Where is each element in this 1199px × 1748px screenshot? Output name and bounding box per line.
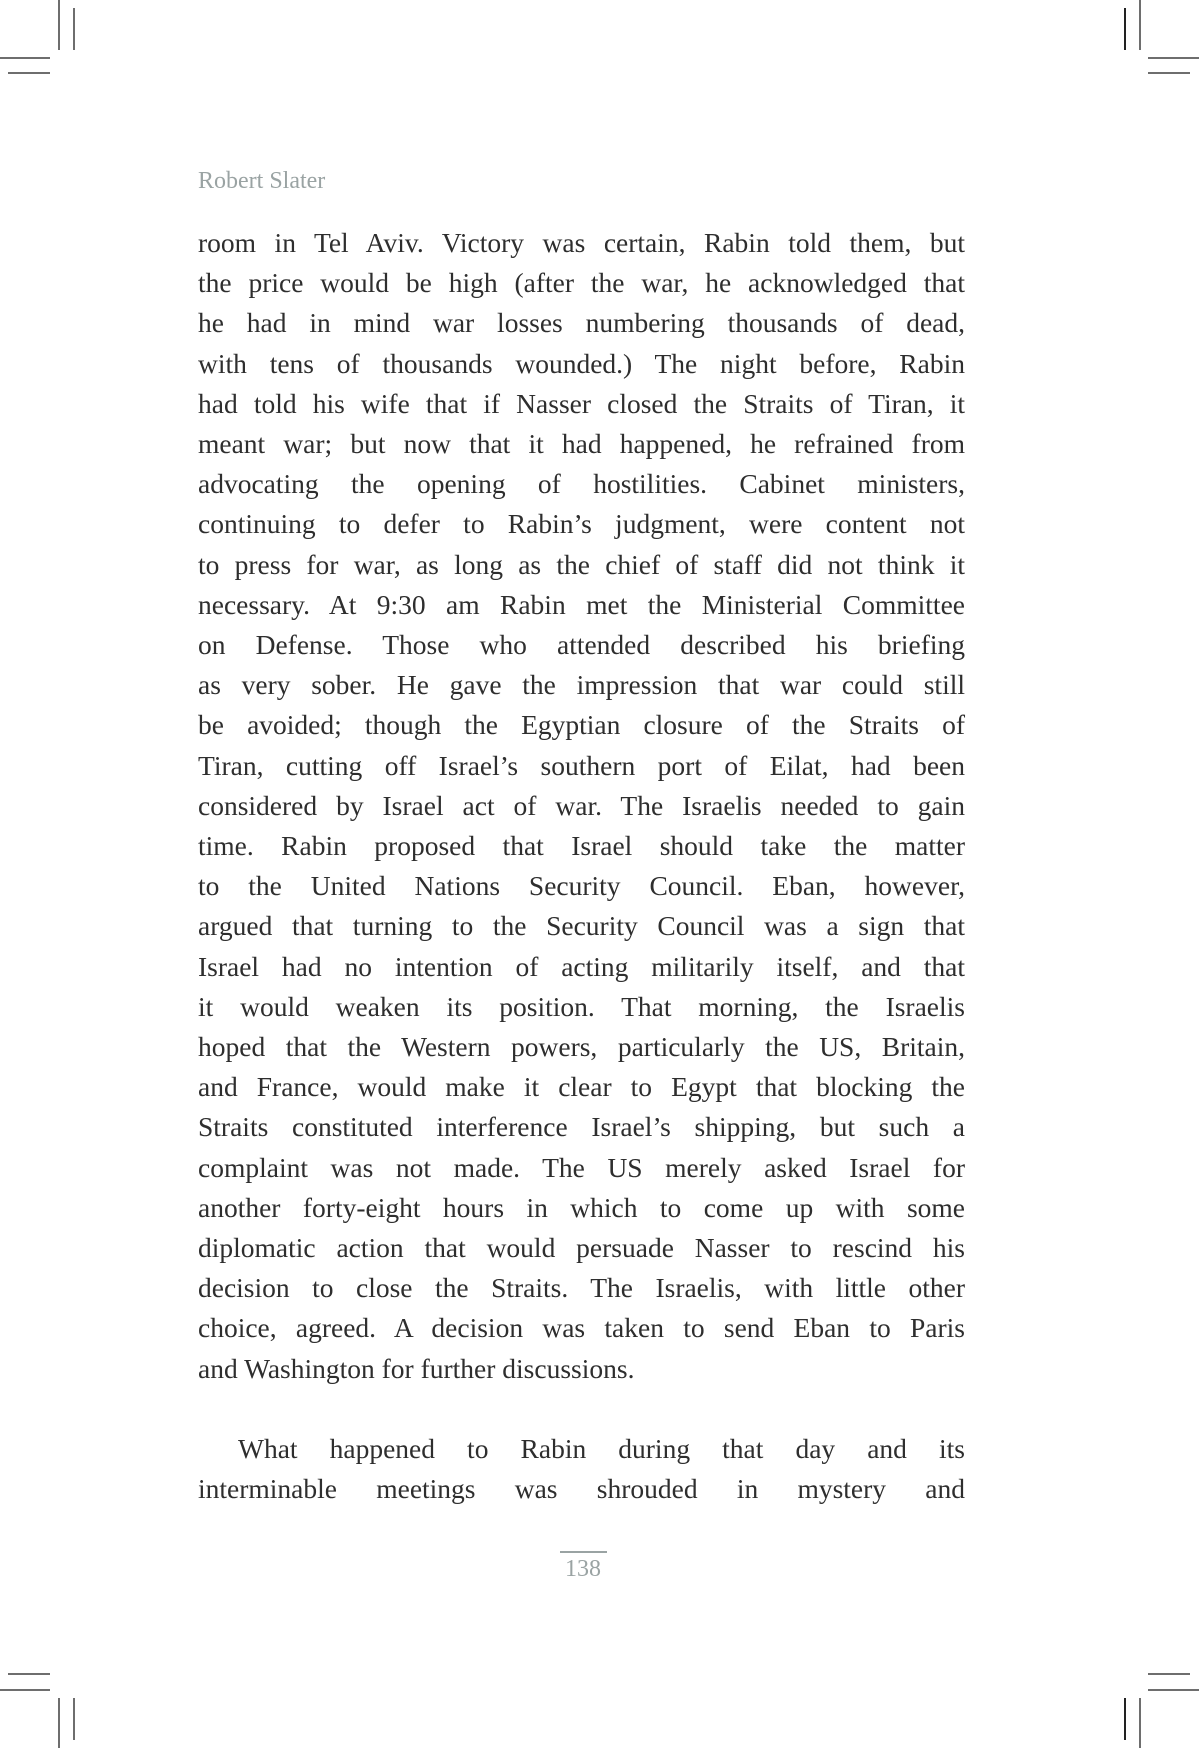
text-line: on Defense. Those who attended described his briefing xyxy=(198,629,965,661)
text-line: another forty-eight hours in which to come up with some xyxy=(198,1191,965,1223)
crop-mark-top-left-vertical-inner xyxy=(73,8,75,50)
text-line: meant war; but now that it had happened, he refrained from xyxy=(198,428,965,460)
page-number-rule xyxy=(560,1551,607,1553)
crop-mark-bottom-left-vertical-inner xyxy=(73,1698,75,1740)
text-line: it would weaken its position. That morning, the Israelis xyxy=(198,990,965,1022)
crop-mark-bottom-left-horizontal-inner xyxy=(8,1673,50,1675)
running-head-author: Robert Slater xyxy=(198,168,326,194)
text-line: What happened to Rabin during that day and its xyxy=(238,1432,965,1464)
text-line: complaint was not made. The US merely asked Israel for xyxy=(198,1151,965,1183)
crop-mark-bottom-right-horizontal-inner xyxy=(1148,1673,1190,1675)
text-line: Israel had no intention of acting militarily itself, and that xyxy=(198,950,965,982)
paragraph-1 xyxy=(198,223,965,1389)
text-line: Tiran, cutting off Israel’s southern port of Eilat, had been xyxy=(198,749,965,781)
text-line: and Washington for further discussions. xyxy=(198,1352,635,1384)
crop-mark-bottom-right-horizontal-outer xyxy=(1148,1689,1199,1691)
crop-mark-bottom-left-horizontal-outer xyxy=(0,1689,50,1691)
crop-mark-bottom-right-vertical-outer xyxy=(1139,1698,1141,1748)
crop-mark-top-left-horizontal-inner xyxy=(8,72,50,74)
text-line: had told his wife that if Nasser closed the Straits of Tiran, it xyxy=(198,387,965,419)
text-line: necessary. At 9:30 am Rabin met the Ministerial Committee xyxy=(198,588,965,620)
text-line: considered by Israel act of war. The Israelis needed to gain xyxy=(198,789,965,821)
paragraph-2 xyxy=(198,1429,965,1509)
text-line: Straits constituted interference Israel’s shipping, but such a xyxy=(198,1111,965,1143)
text-line: room in Tel Aviv. Victory was certain, Rabin told them, but xyxy=(198,227,965,258)
text-line: interminable meetings was shrouded in mystery and xyxy=(198,1473,965,1505)
text-line: time. Rabin proposed that Israel should take the matter xyxy=(198,830,965,862)
text-line: advocating the opening of hostilities. Cabinet ministers, xyxy=(198,468,965,500)
crop-mark-top-left-horizontal-outer xyxy=(0,57,50,59)
crop-mark-top-left-vertical-outer xyxy=(58,0,60,50)
text-line: and France, would make it clear to Egypt that blocking the xyxy=(198,1071,965,1103)
crop-mark-top-right-vertical-inner xyxy=(1124,8,1126,50)
text-line: to press for war, as long as the chief of staff did not think it xyxy=(198,548,965,580)
text-line: as very sober. He gave the impression that war could still xyxy=(198,669,965,701)
paragraph-spacer xyxy=(198,1389,965,1429)
text-line: with tens of thousands wounded.) The night before, Rabin xyxy=(198,347,965,379)
text-line: the price would be high (after the war, he acknowledged that xyxy=(198,267,965,299)
text-line: he had in mind war losses numbering thousands of dead, xyxy=(198,307,965,339)
text-line: be avoided; though the Egyptian closure of the Straits of xyxy=(198,709,965,741)
crop-mark-top-right-horizontal-inner xyxy=(1148,72,1190,74)
crop-mark-bottom-right-vertical-inner xyxy=(1124,1698,1126,1740)
text-line: continuing to defer to Rabin’s judgment, were content not xyxy=(198,508,965,540)
text-line: to the United Nations Security Council. Eban, however, xyxy=(198,870,965,902)
page-number: 138 xyxy=(565,1556,601,1582)
crop-mark-top-right-horizontal-outer xyxy=(1148,57,1199,59)
text-line: argued that turning to the Security Council was a sign that xyxy=(198,910,965,942)
text-line: decision to close the Straits. The Israelis, with little other xyxy=(198,1272,965,1304)
crop-mark-top-right-vertical-outer xyxy=(1139,0,1141,50)
text-line: diplomatic action that would persuade Nasser to rescind his xyxy=(198,1232,965,1264)
text-line: hoped that the Western powers, particularly the US, Britain, xyxy=(198,1031,965,1063)
crop-mark-bottom-left-vertical-outer xyxy=(58,1698,60,1748)
text-line: choice, agreed. A decision was taken to send Eban to Paris xyxy=(198,1312,965,1344)
body-text xyxy=(198,223,965,1509)
